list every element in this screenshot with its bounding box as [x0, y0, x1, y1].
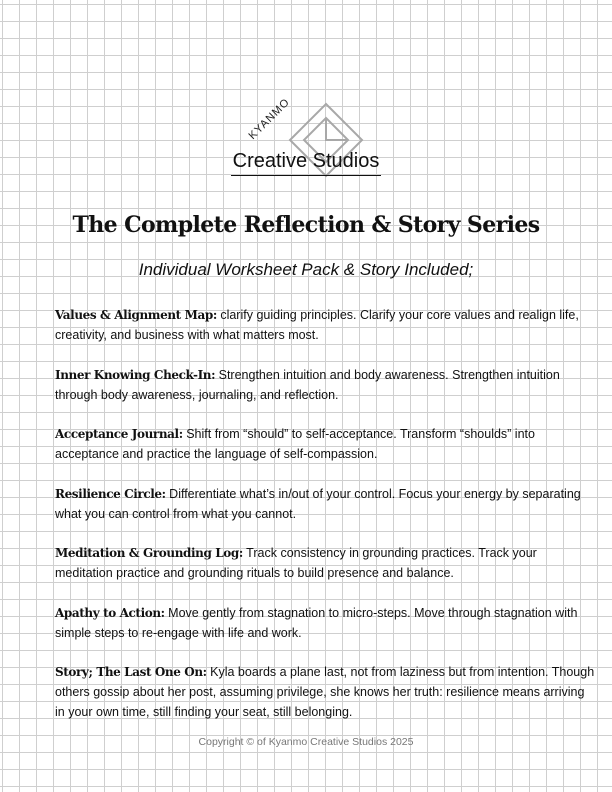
- item-label: Acceptance Journal:: [55, 427, 183, 441]
- item-label: Apathy to Action:: [55, 605, 165, 620]
- page-title: The Complete Reflection & Story Series: [72, 212, 540, 238]
- worksheet-item-values: [55, 305, 595, 345]
- worksheet-item-inner-knowing: [55, 365, 595, 405]
- worksheet-item-meditation: [55, 543, 595, 583]
- item-text: Strengthen intuition and body awareness. Strengthen intuition through body awareness, journaling, and reflection.: [55, 367, 560, 402]
- item-text: Move gently from stagnation to micro-steps. Move through stagnation with simple steps to re-engage with life and work.: [55, 605, 578, 640]
- item-text: Kyla boards a plane last, not from laziness but from intention. Though others gossip about her post, assuming privilege, she knows her truth: resilience means arriving in your own time, still finding your seat, still belonging.: [55, 665, 595, 719]
- item-text: Shift from “should” to self-acceptance. Transform “shoulds” into acceptance and practice the language of self-compassion.: [55, 427, 535, 461]
- worksheet-item-story: [55, 662, 595, 722]
- logo-main-text: [0, 150, 612, 176]
- worksheet-item-acceptance: [55, 424, 595, 464]
- item-label: Values & Alignment Map:: [55, 308, 217, 322]
- worksheet-list: [55, 305, 595, 742]
- item-label: Inner Knowing Check-In:: [55, 367, 216, 382]
- copyright-notice: Copyright © of Kyanmo Creative Studios 2025: [198, 736, 414, 748]
- brand-logo: [0, 96, 612, 190]
- item-text: Differentiate what’s in/out of your control. Focus your energy by separating what you can control from what you cannot.: [55, 486, 581, 521]
- worksheet-item-resilience: [55, 484, 595, 524]
- item-label: Story; The Last One On:: [55, 665, 207, 679]
- item-label: Resilience Circle:: [55, 486, 166, 501]
- worksheet-item-apathy: [55, 603, 595, 643]
- item-label: Meditation & Grounding Log:: [55, 546, 243, 560]
- item-text: clarify guiding principles. Clarify your core values and realign life, creativity, and business with what matters most.: [55, 308, 579, 342]
- page-subtitle: Individual Worksheet Pack & Story Included;: [138, 260, 474, 279]
- logo-top-text: KYANMO: [246, 96, 293, 142]
- item-text: Track consistency in grounding practices. Track your meditation practice and grounding rituals to build presence and balance.: [55, 546, 537, 580]
- logo-main-label: Creative Studios: [231, 150, 382, 176]
